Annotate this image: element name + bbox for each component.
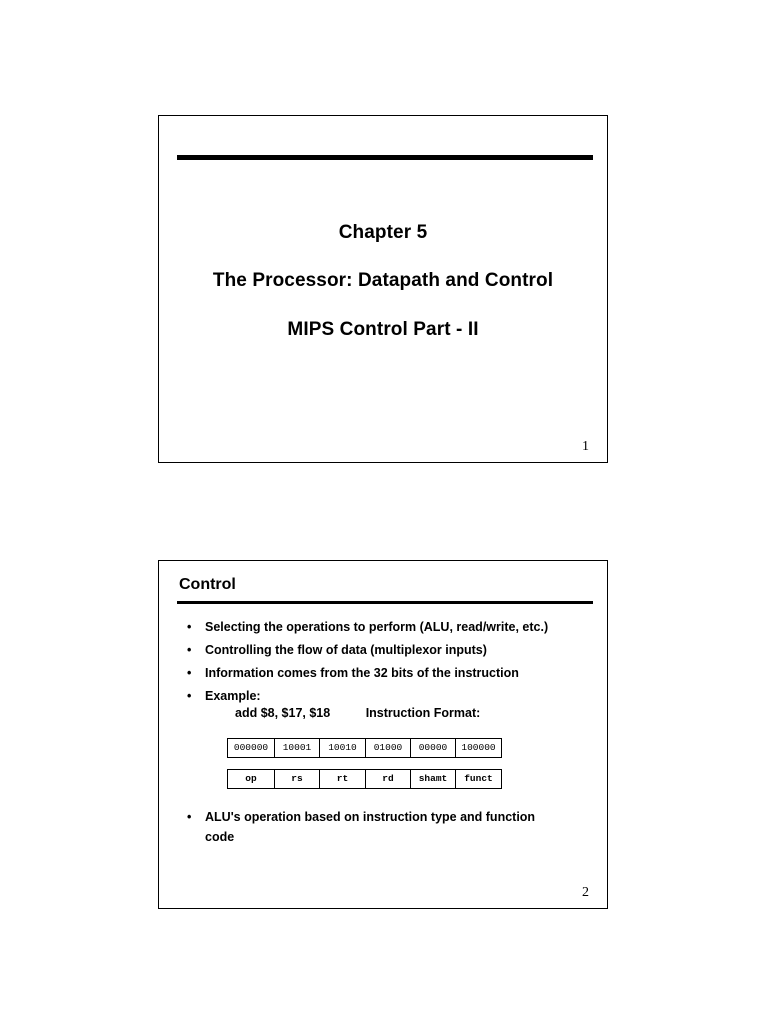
bullet-icon: • <box>187 643 192 657</box>
chapter-subtitle: The Processor: Datapath and Control <box>212 270 554 291</box>
field-rd: rd <box>366 770 411 788</box>
bits-funct: 100000 <box>461 742 496 753</box>
bits-rd: 01000 <box>366 739 411 757</box>
bits-rs: 10001 <box>275 739 320 757</box>
format-bits-row <box>227 738 502 758</box>
example-instruction: add $8, $17, $18 <box>235 706 331 720</box>
slide-2 <box>158 560 608 909</box>
bullet-icon: • <box>187 666 192 680</box>
field-funct: funct <box>464 773 493 784</box>
bullet-icon: • <box>187 620 192 634</box>
field-op: op <box>228 770 275 788</box>
title-rule <box>177 155 593 160</box>
example-line <box>235 706 480 720</box>
slide-1 <box>158 115 608 463</box>
bits-op: 000000 <box>228 739 275 757</box>
bullet-item: • ALU's operation based on instruction type and function code <box>187 807 567 847</box>
bullet-list-2 <box>187 807 567 847</box>
heading-rule <box>177 601 593 604</box>
format-fields-row <box>227 769 502 789</box>
bullet-icon: • <box>187 689 192 703</box>
bullet-list <box>187 617 587 709</box>
field-shamt: shamt <box>411 770 456 788</box>
field-rs: rs <box>275 770 320 788</box>
page-number: 2 <box>582 885 589 900</box>
bits-rt: 10010 <box>320 739 366 757</box>
format-label: Instruction Format: <box>365 706 481 720</box>
bits-shamt: 00000 <box>411 739 456 757</box>
page-number: 1 <box>582 439 589 454</box>
slide-heading: Control <box>179 576 236 593</box>
bullet-item: • Example: <box>187 686 587 706</box>
field-rt: rt <box>320 770 366 788</box>
bullet-icon: • <box>187 810 192 824</box>
chapter-title: Chapter 5 <box>338 222 428 243</box>
part-title: MIPS Control Part - II <box>287 319 479 340</box>
bullet-item: • Information comes from the 32 bits of the instruction <box>187 663 587 683</box>
bullet-item: • Controlling the flow of data (multiplexor inputs) <box>187 640 587 660</box>
bullet-item: • Selecting the operations to perform (ALU, read/write, etc.) <box>187 617 587 637</box>
